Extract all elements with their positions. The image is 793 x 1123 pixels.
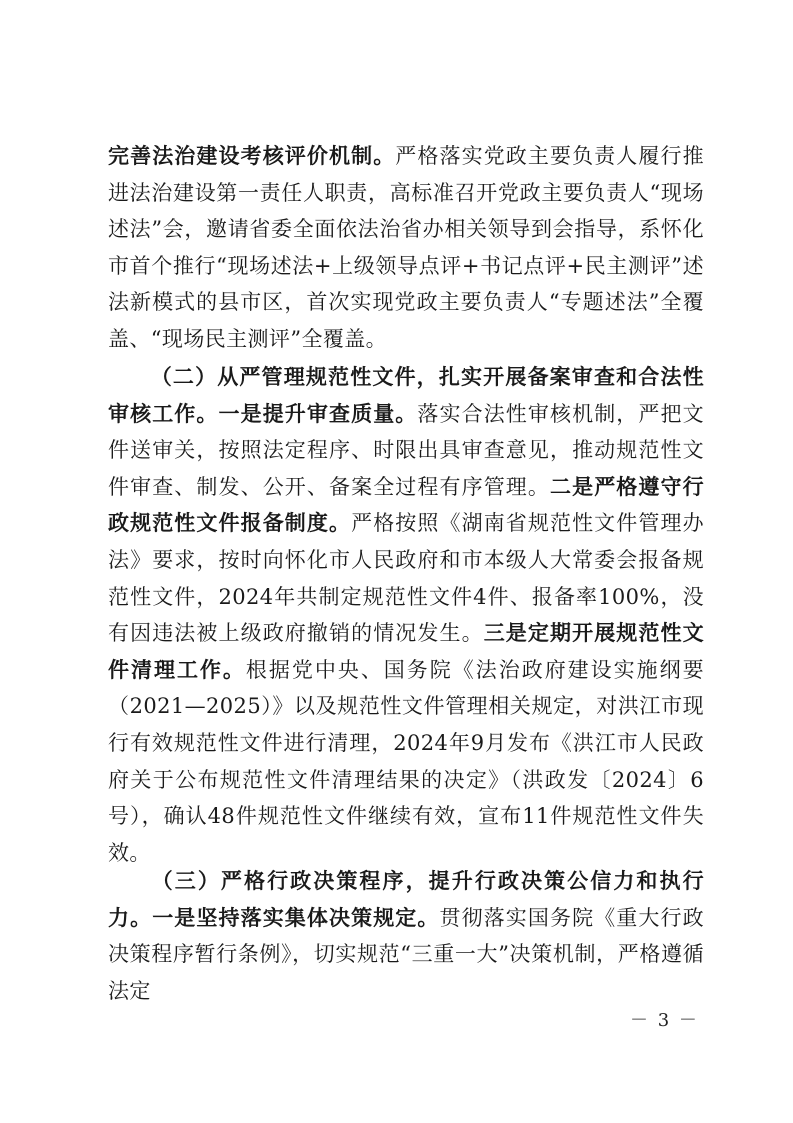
body-run: 根据党中央、国务院《法治政府建设实施纲要（2021—2025）》以及规范性文件管理相关规定，对洪江市现行有效规范性文件进行清理，2024年9月发布《洪江市人民政府关于公布规范性文件清理结果的决定》（洪政发〔2024〕6号），确认48件规范性文件继续有效，宣布11件规范性文件失效。	[108, 657, 704, 865]
body-run: 贯彻落实国务院《重大行政决策程序暂行条例》，切实规范“三重一大”决策机制，严格遵循法定	[108, 905, 704, 1003]
paragraph-3	[108, 863, 704, 1009]
body-run: 严格落实党政主要负责人履行推进法治建设第一责任人职责，高标准召开党政主要负责人“现场述法”会，邀请省委全面依法治省办相关领导到会指导，系怀化市首个推行“现场述法+上级领导点评+书记点评+民主测评”述法新模式的县市区，首次实现党政主要负责人“专题述法”全覆盖、“现场民主测评”全覆盖。	[108, 144, 704, 351]
body-run: 严格按照《湖南省规范性文件管理办法》要求，按时向怀化市人民政府和市本级人大常委会报备规范性文件，2024年共制定规范性文件4件、报备率100%，没有因违法被上级政府撤销的情况发生。	[108, 511, 704, 646]
paragraph-2	[108, 359, 704, 871]
page-number: － 3 －	[630, 1010, 699, 1031]
section-heading-run: （二）从严管理规范性文件，扎实开展备案审查和合法性审核工作。一是提升审查质量。	[108, 364, 704, 426]
heading-run: 三是定期开展规范性文件清理工作。	[108, 620, 704, 682]
section-heading-run: （三）严格行政决策程序，提升行政决策公信力和执行力。一是坚持落实集体决策规定。	[108, 868, 704, 930]
heading-run: 二是严格遵守行政规范性文件报备制度。	[108, 473, 704, 536]
paragraph-1	[108, 138, 704, 358]
heading-run: 完善法治建设考核评价机制。	[108, 143, 396, 168]
body-run: 落实合法性审核机制，严把文件送审关，按照法定程序、时限出具审查意见，推动规范性文件审查、制发、公开、备案全过程有序管理。	[108, 401, 704, 499]
